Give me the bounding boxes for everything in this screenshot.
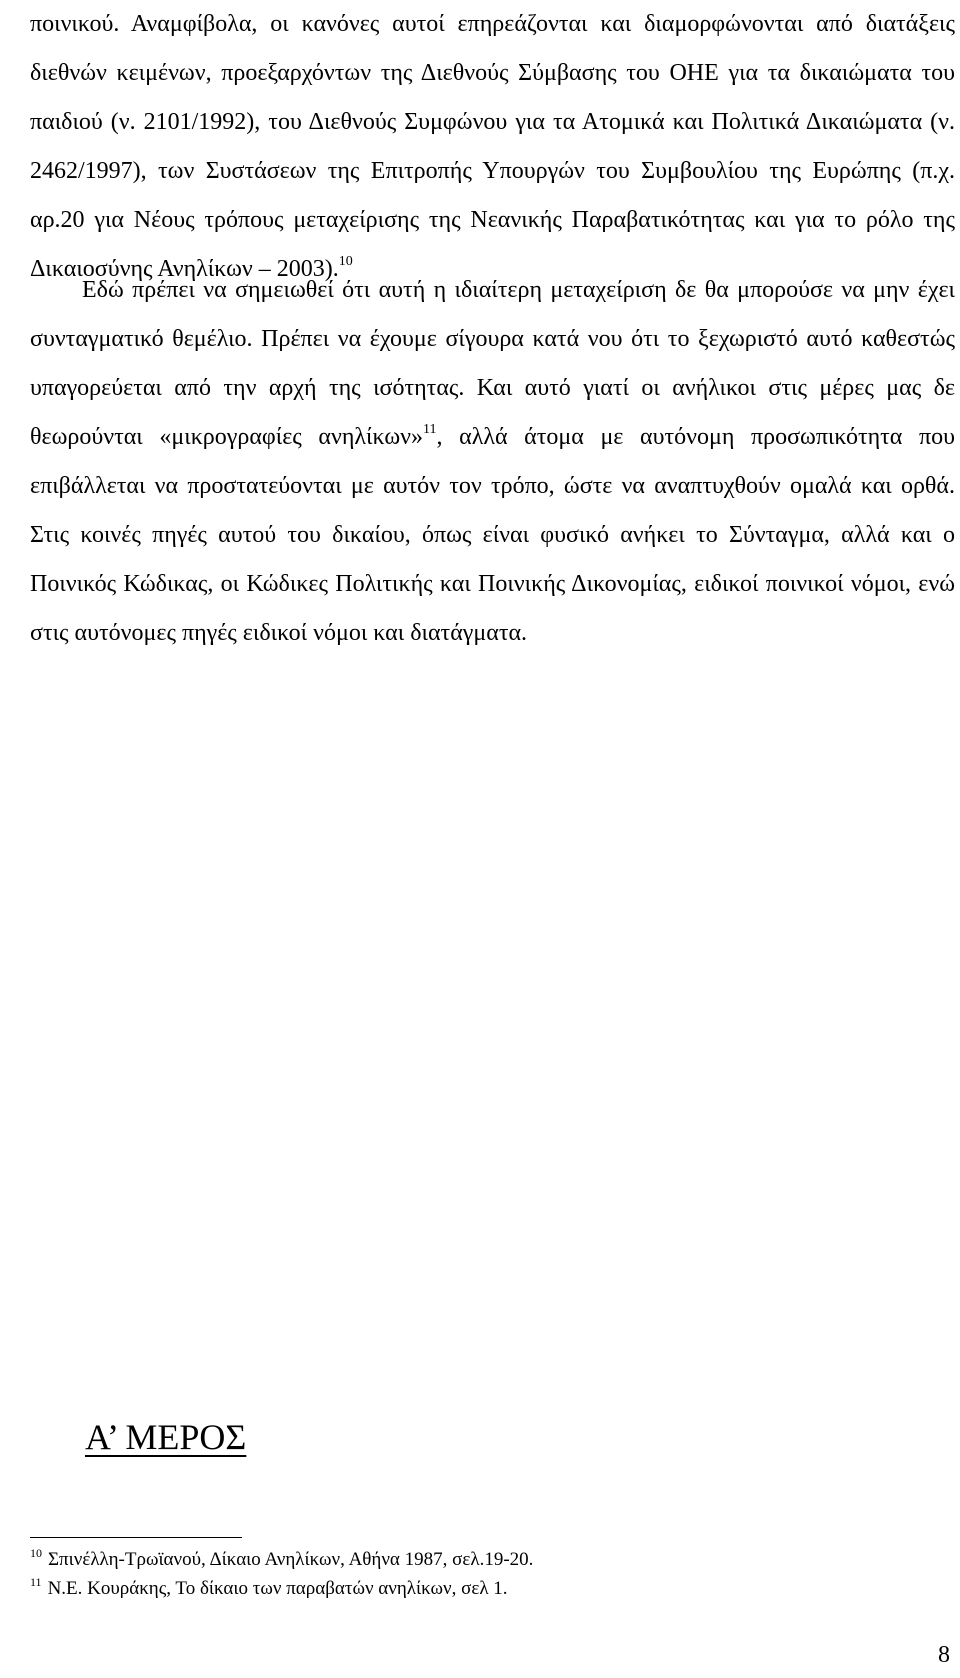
paragraph-sources [30,0,955,294]
footnote-mark: 11 [30,1575,42,1589]
page-number: 8 [938,1642,950,1668]
footnote [30,1546,533,1574]
paragraph-text: Εδώ πρέπει να σημειωθεί ότι αυτή η ιδιαίτερη μεταχείριση δε θα μπορούσε να μην έχει συνταγματικό θεμέλιο. Πρέπει να έχουμε σίγουρα κατά νου ότι το ξεχωριστό αυτό καθεστώς υπαγορεύεται από την αρχή της ισότητας. Και αυτό γιατί οι ανήλικοι στις μέρες μας δε θεωρούνται «μικρογραφίες ανηλίκων» [30,277,955,450]
paragraph-text-continued: , αλλά άτομα με αυτόνομη προσωπικότητα που επιβάλλεται να προστατεύονται με αυτόν τον τρόπο, ώστε να αναπτυχθούν ομαλά και ορθά. Στις κοινές πηγές αυτού του δικαίου, όπως είναι φυσικό ανήκει το Σύνταγμα, αλλά και ο Ποινικός Κώδικας, οι Κώδικες Πολιτικής και Ποινικής Δικονομίας, ειδικοί ποινικοί νόμοι, ενώ στις αυτόνομες πηγές ειδικοί νόμοι και διατάγματα. [30,424,955,646]
paragraph-text: ποινικού. Αναμφίβολα, οι κανόνες αυτοί επηρεάζονται και διαμορφώνονται από διατάξεις διεθνών κειμένων, προεξαρχόντων της Διεθνούς Σύμβασης του ΟΗΕ για τα δικαιώματα του παιδιού (ν. 2101/1992), του Διεθνούς Συμφώνου για τα Ατομικά και Πολιτικά Δικαιώματα (ν. 2462/1997), των Συστάσεων της Επιτροπής Υπουργών του Συμβουλίου της Ευρώπης (π.χ. αρ.20 για Νέους τρόπους μεταχείρισης της Νεανικής Παραβατικότητας και για το ρόλο της Δικαιοσύνης Ανηλίκων – 2003). [30,11,955,282]
footnote-text: Ν.Ε. Κουράκης, Το δίκαιο των παραβατών ανηλίκων, σελ 1. [47,1578,508,1599]
footnote-text: Σπινέλλη-Τρωϊανού, Δίκαιο Ανηλίκων, Αθήνα 1987, σελ.19-20. [48,1549,534,1570]
section-heading: Α’ ΜΕΡΟΣ [85,1417,247,1457]
footnote-separator [30,1537,242,1538]
footnote [30,1575,508,1603]
footnote-mark: 10 [30,1546,42,1560]
footnote-reference[interactable]: 10 [338,254,353,269]
paragraph-special-treatment [30,266,955,658]
footnote-reference[interactable]: 11 [423,422,437,437]
